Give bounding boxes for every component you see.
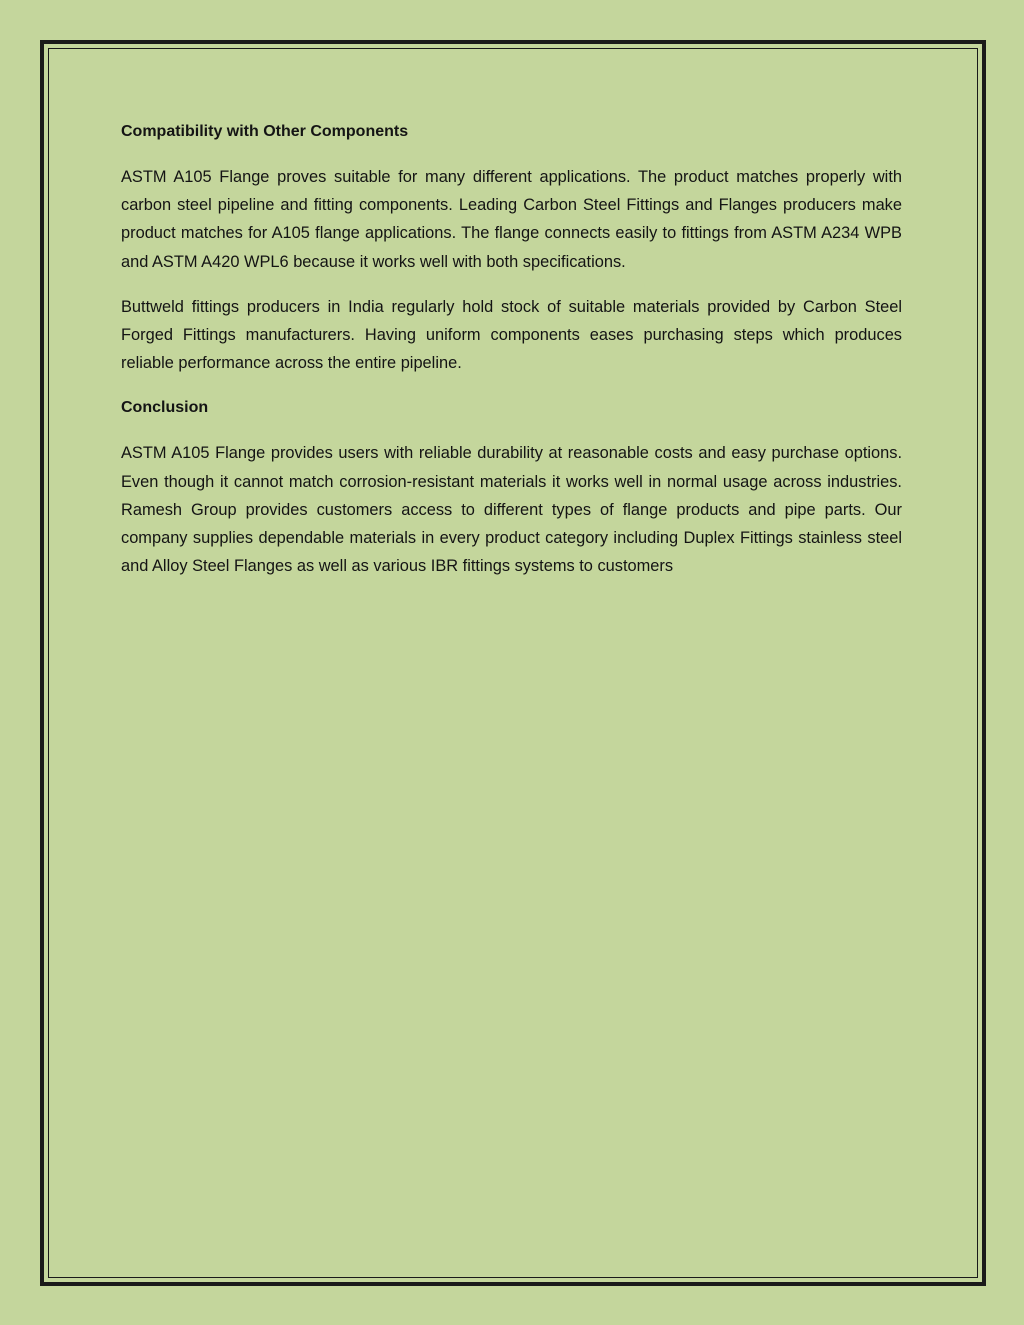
compatibility-paragraph-2: Buttweld fittings producers in India regularly hold stock of suitable materials provided by Carbon Steel Forged Fittings manufacturers. Having uniform components eases purchasing steps which produces reliable performance across the entire pipeline.: [121, 297, 902, 373]
section-heading-compatibility: Compatibility with Other Components: [121, 123, 409, 140]
document-body: [121, 118, 902, 597]
conclusion-paragraph: ASTM A105 Flange provides users with reliable durability at reasonable costs and easy purchase options. Even though it cannot match corrosion-resistant materials it works well in normal usage across industries. Ramesh Group provides customers access to different types of flange products and pipe parts. Our company supplies dependable materials in every product category including Duplex Fittings stainless steel and Alloy Steel Flanges as well as various IBR fittings systems to customers: [121, 444, 902, 576]
compatibility-paragraph-1: ASTM A105 Flange proves suitable for many different applications. The product matches properly with carbon steel pipeline and fitting components. Leading Carbon Steel Fittings and Flanges producers make product matches for A105 flange applications. The flange connects easily to fittings from ASTM A234 WPB and ASTM A420 WPL6 because it works well with both specifications.: [121, 168, 902, 271]
section-heading-conclusion: Conclusion: [121, 399, 209, 417]
